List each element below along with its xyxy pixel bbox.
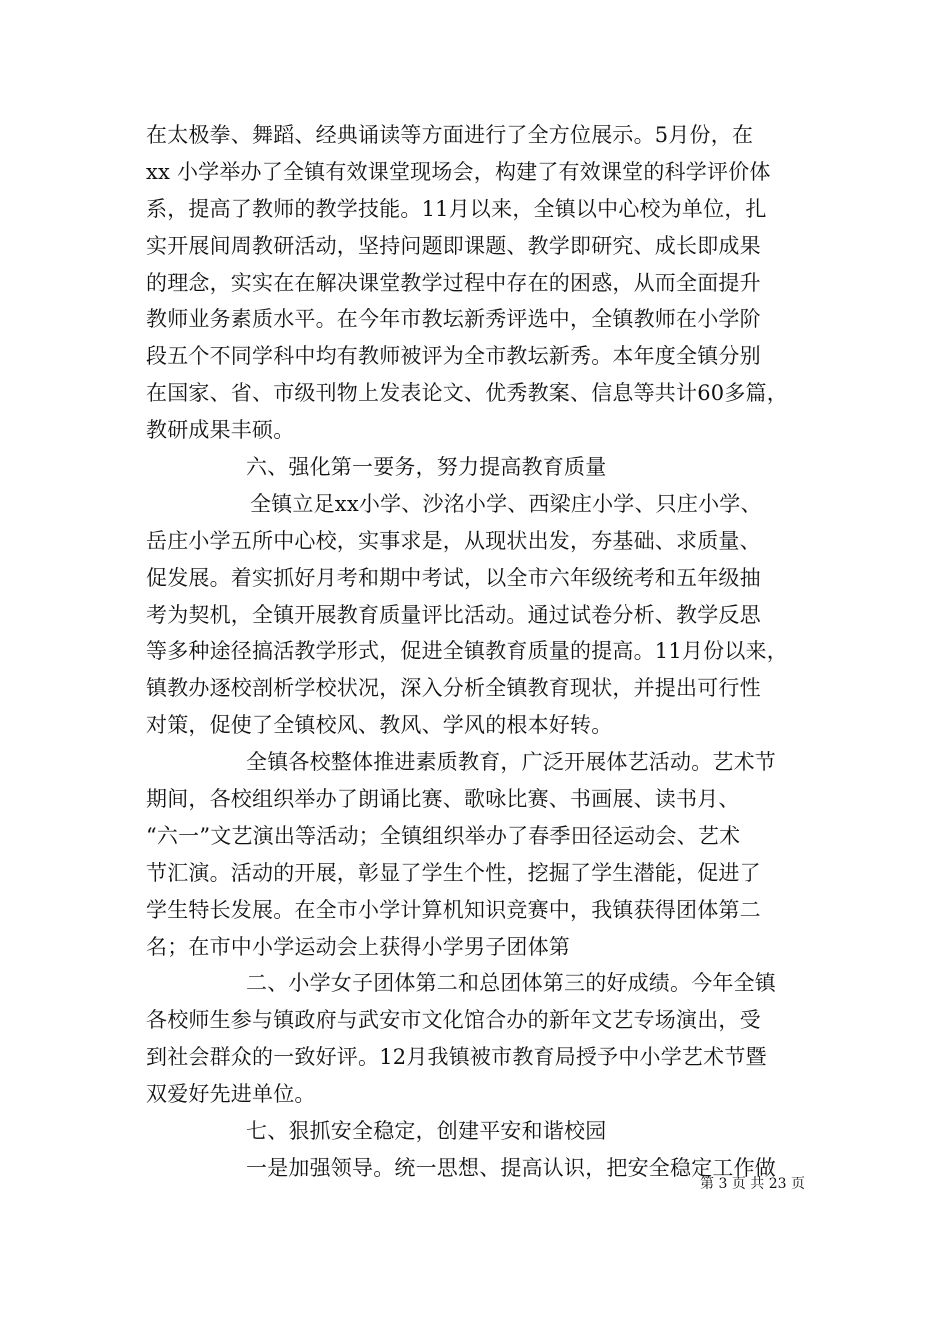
text-line: 对策，促使了全镇校风、教风、学风的根本好转。: [146, 713, 613, 738]
text-line: 一是加强领导。统一思想、提高认识，把安全稳定工作做: [246, 1155, 776, 1180]
text-line: 名；在市中小学运动会上获得小学男子团体第: [146, 934, 570, 959]
text-line: 到社会群众的一致好评。12月我镇被市教育局授予中小学艺术节暨: [146, 1045, 767, 1070]
text-line: 节汇演。活动的开展，彰显了学生个性，挖掘了学生潜能，促进了: [146, 860, 761, 885]
text-line: 等多种途径搞活教学形式，促进全镇教育质量的提高。11月份以来，: [146, 639, 788, 664]
text-line: 各校师生参与镇政府与武安市文化馆合办的新年文艺专场演出，受: [146, 1008, 761, 1033]
text-line: 段五个不同学科中均有教师被评为全市教坛新秀。本年度全镇分别: [146, 344, 761, 369]
text-line: 教研成果丰硕。: [146, 418, 295, 443]
text-line: 双爱好先进单位。: [146, 1082, 316, 1107]
text-line: 在国家、省、市级刊物上发表论文、优秀教案、信息等共计60多篇，: [146, 381, 788, 406]
section-heading: 六、强化第一要务，努力提高教育质量: [246, 455, 607, 480]
text-line: 全镇各校整体推进素质教育，广泛开展体艺活动。艺术节: [246, 750, 776, 775]
text-line: 考为契机，全镇开展教育质量评比活动。通过试卷分析、教学反思: [146, 602, 761, 627]
text-line: 学生特长发展。在全市小学计算机知识竞赛中，我镇获得团体第二: [146, 897, 761, 922]
text-line: 系，提高了教师的教学技能。11月以来，全镇以中心校为单位，扎: [146, 196, 767, 221]
text-line: 岳庄小学五所中心校，实事求是，从现状出发，夯基础、求质量、: [146, 528, 761, 553]
text-line: 教师业务素质水平。在今年市教坛新秀评选中，全镇教师在小学阶: [146, 307, 761, 332]
text-line: 的理念，实实在在解决课堂教学过程中存在的困惑，从而全面提升: [146, 270, 761, 295]
text-line: 二、小学女子团体第二和总团体第三的好成绩。今年全镇: [246, 971, 776, 996]
text-line: “六一”文艺演出等活动；全镇组织举办了春季田径运动会、艺术: [146, 823, 741, 848]
body-text: [146, 117, 806, 1187]
text-line: 在太极拳、舞蹈、经典诵读等方面进行了全方位展示。5月份，在: [146, 123, 754, 147]
text-line: 全镇立足xx小学、沙洺小学、西梁庄小学、只庄小学、: [250, 491, 762, 516]
text-line: 实开展间周教研活动，坚持问题即课题、教学即研究、成长即成果: [146, 233, 761, 258]
page-number: 第 3 页 共 23 页: [700, 1176, 805, 1192]
text-line: xx 小学举办了全镇有效课堂现场会，构建了有效课堂的科学评价体: [146, 159, 771, 184]
text-line: 期间，各校组织举办了朗诵比赛、歌咏比赛、书画展、读书月、: [146, 787, 740, 812]
text-line: 镇教办逐校剖析学校状况，深入分析全镇教育现状，并提出可行性: [146, 676, 761, 701]
text-line: 促发展。着实抓好月考和期中考试，以全市六年级统考和五年级抽: [146, 565, 761, 590]
section-heading: 七、狠抓安全稳定，创建平安和谐校园: [246, 1119, 607, 1144]
